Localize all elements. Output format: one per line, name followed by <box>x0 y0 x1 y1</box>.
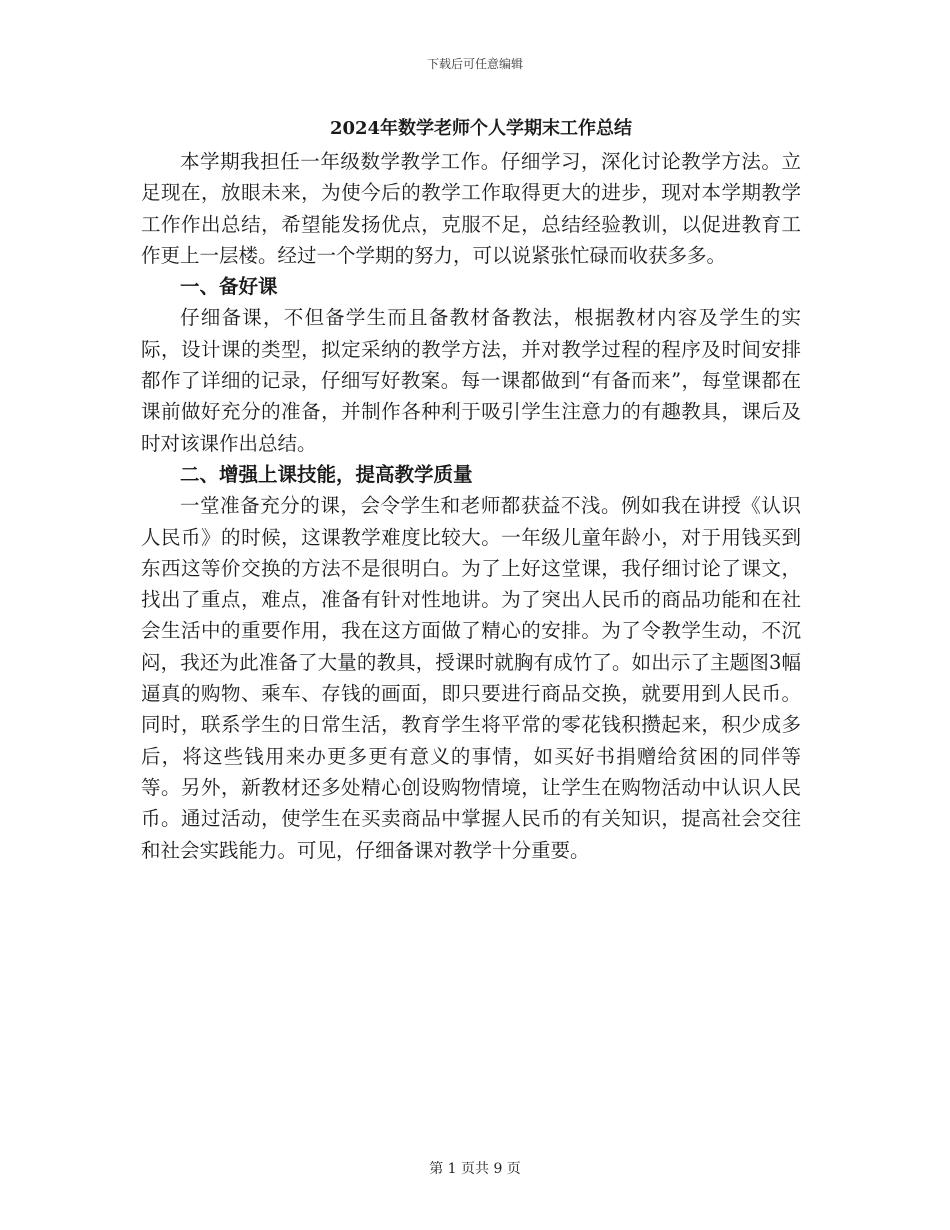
section-2-paragraph: 一堂准备充分的课，会令学生和老师都获益不浅。例如我在讲授《认识人民币》的时候，这课教学难度比较大。一年级儿童年龄小，对于用钱买到东西这等价交换的方法不是很明白。为了上好这堂课，我仔细讨论了课文，找出了重点，难点，准备有针对性地讲。为了突出人民币的商品功能和在社会生活中的重要作用，我在这方面做了精心的安排。为了令教学生动，不沉闷，我还为此准备了大量的教具，授课时就胸有成竹了。如出示了主题图3幅逼真的购物、乘车、存钱的画面，即只要进行商品交换，就要用到人民币。同时，联系学生的日常生活，教育学生将平常的零花钱积攒起来，积少成多后，将这些钱用来办更多更有意义的事情，如买好书捐赠给贫困的同伴等等。另外，新教材还多处精心创设购物情境，让学生在购物活动中认识人民币。通过活动，使学生在买卖商品中掌握人民币的有关知识，提高社会交往和社会实践能力。可见，仔细备课对教学十分重要。 <box>141 494 801 862</box>
section-2-heading: 二、增强上课技能，提高教学质量 <box>180 462 473 486</box>
intro-paragraph: 本学期我担任一年级数学教学工作。仔细学习，深化讨论教学方法。立足现在，放眼未来，为使今后的教学工作取得更大的进步，现对本学期教学工作作出总结，希望能发扬优点，克服不足，总结经验教训，以促进教育工作更上一层楼。经过一个学期的努力，可以说紧张忙碌而收获多多。 <box>141 150 801 267</box>
section-1-heading: 一、备好课 <box>180 275 278 299</box>
document-body <box>141 112 801 866</box>
download-note: 下载后可任意编辑 <box>426 57 523 71</box>
page-number: 第 1 页共 9 页 <box>429 1161 521 1177</box>
document-title: 2024年数学老师个人学期末工作总结 <box>329 118 633 139</box>
section-1-paragraph: 仔细备课，不但备学生而且备教材备教法，根据教材内容及学生的实际，设计课的类型，拟定采纳的教学方法，并对教学过程的程序及时间安排都作了详细的记录，仔细写好教案。每一课都做到“有备而来”，每堂课都在课前做好充分的准备，并制作各种利于吸引学生注意力的有趣教具，课后及时对该课作出总结。 <box>141 306 801 455</box>
